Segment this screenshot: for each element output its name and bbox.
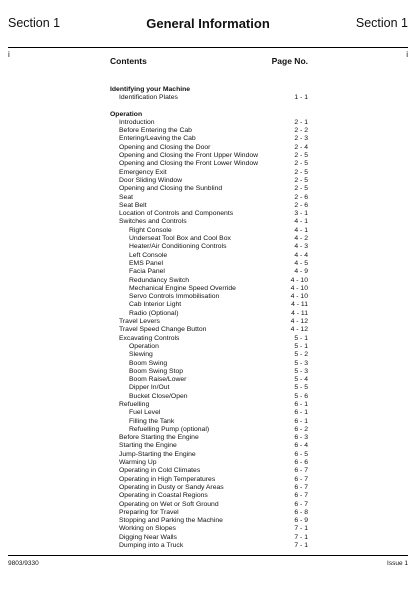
- header-section-right: Section 1: [355, 16, 408, 30]
- toc-entry: [110, 194, 308, 202]
- toc-entry-title: Opening and Closing the Sunblind: [119, 185, 223, 193]
- toc-entry-page: 7 - 1: [294, 533, 308, 541]
- toc-entry: [110, 310, 308, 318]
- toc-entry: [110, 393, 308, 401]
- toc-entry-page: 7 - 1: [294, 542, 308, 550]
- toc-entry: [110, 127, 308, 135]
- toc-entry-page: 4 - 2: [294, 235, 308, 243]
- toc-entry-title: Operating in High Temperatures: [119, 475, 216, 483]
- toc-entry-title: Warming Up: [119, 459, 157, 467]
- toc-entry-page: 2 - 3: [294, 135, 308, 143]
- toc-entry-title: Fuel Level: [129, 409, 161, 417]
- toc-entry-page: 6 - 4: [294, 442, 308, 450]
- footer-doc-number: 9803/9330: [8, 560, 39, 567]
- toc-entry-title: Boom Swing: [129, 359, 168, 367]
- toc-entry-title: Refuelling Pump (optional): [129, 425, 210, 433]
- toc-entry-title: Mechanical Engine Speed Override: [129, 284, 236, 292]
- toc-entry-page: 6 - 8: [294, 508, 308, 516]
- toc-entry: [110, 160, 308, 168]
- toc-entry: [110, 501, 308, 509]
- toc-entry-page: 2 - 5: [294, 176, 308, 184]
- toc-entry-title: Location of Controls and Components: [119, 210, 234, 218]
- toc-entry: [110, 426, 308, 434]
- toc-section-title: Operation: [110, 110, 143, 118]
- toc-entry-title: Before Starting the Engine: [119, 434, 199, 442]
- toc-entry-page: 7 - 1: [294, 525, 308, 533]
- footer-issue: Issue 1: [387, 560, 408, 567]
- toc-entry-page: 4 - 10: [290, 276, 308, 284]
- toc-entry-page: 3 - 1: [294, 210, 308, 218]
- toc-entry: [110, 409, 308, 417]
- toc-heading: [110, 56, 308, 70]
- toc-entry-page: 4 - 10: [290, 284, 308, 292]
- toc-entry-page: 6 - 1: [294, 400, 308, 408]
- toc-entry-title: Heater/Air Conditioning Controls: [129, 243, 227, 251]
- toc-entry: [110, 202, 308, 210]
- toc-entry-title: Operating in Coastal Regions: [119, 492, 208, 500]
- footer-rule: [8, 555, 408, 556]
- toc-body: [110, 86, 308, 550]
- toc-entry-title: Stopping and Parking the Machine: [119, 517, 223, 525]
- toc-entry: [110, 542, 308, 550]
- toc-entry-page: 6 - 7: [294, 483, 308, 491]
- toc-entry: [110, 401, 308, 409]
- toc-entry-page: 5 - 3: [294, 367, 308, 375]
- toc-entry-title: Working on Slopes: [119, 525, 176, 533]
- toc-entry-title: Cab Interior Light: [129, 301, 182, 309]
- toc-section: [110, 86, 308, 103]
- toc-entry-title: Jump-Starting the Engine: [119, 450, 196, 458]
- toc-entry-title: Operating in Cold Climates: [119, 467, 201, 475]
- toc-entry: [110, 451, 308, 459]
- toc-entry-title: Opening and Closing the Front Upper Window: [119, 152, 259, 160]
- toc-entry-title: Filling the Tank: [129, 417, 175, 425]
- toc-entry: [110, 459, 308, 467]
- toc-entry-page: 6 - 5: [294, 450, 308, 458]
- header-rule: [8, 47, 408, 48]
- toc-entry-page: 4 - 10: [290, 293, 308, 301]
- toc-entry: [110, 119, 308, 127]
- toc-entry: [110, 484, 308, 492]
- header-title: General Information: [146, 16, 270, 31]
- contents-label: Contents: [110, 56, 147, 66]
- toc-entry-page: 6 - 7: [294, 467, 308, 475]
- toc-entry: [110, 252, 308, 260]
- page-header: [0, 16, 416, 59]
- toc-entry-page: 4 - 9: [294, 268, 308, 276]
- toc-entry-page: 2 - 6: [294, 201, 308, 209]
- toc-entry: [110, 218, 308, 226]
- toc-entry-page: 4 - 1: [294, 218, 308, 226]
- toc-entry-page: 2 - 5: [294, 185, 308, 193]
- toc-entry-page: 6 - 7: [294, 492, 308, 500]
- toc-entry: [110, 285, 308, 293]
- toc-entry-title: Starting the Engine: [119, 442, 177, 450]
- toc-entry-title: Servo Controls Immobilisation: [129, 293, 220, 301]
- toc-entry-title: Facia Panel: [129, 268, 165, 276]
- toc-entry: [110, 534, 308, 542]
- toc-entry-page: 2 - 5: [294, 160, 308, 168]
- toc-entry-title: Operation: [129, 342, 159, 350]
- toc-entry: [110, 210, 308, 218]
- toc-entry-page: 5 - 6: [294, 392, 308, 400]
- toc-entry: [110, 243, 308, 251]
- toc-entry: [110, 169, 308, 177]
- toc-entry: [110, 144, 308, 152]
- toc-entry-title: Digging Near Walls: [119, 533, 177, 541]
- toc-entry-title: Travel Levers: [119, 318, 160, 326]
- toc-entry-title: Introduction: [119, 118, 155, 126]
- toc-entry-page: 5 - 4: [294, 376, 308, 384]
- toc-entry: [110, 418, 308, 426]
- toc-entry-title: Bucket Close/Open: [129, 392, 188, 400]
- toc-entry-title: Opening and Closing the Front Lower Window: [119, 160, 259, 168]
- toc-entry-page: 2 - 6: [294, 193, 308, 201]
- toc-entry: [110, 301, 308, 309]
- toc-entry-title: Emergency Exit: [119, 168, 167, 176]
- toc-entry: [110, 343, 308, 351]
- toc-entry-page: 6 - 1: [294, 409, 308, 417]
- toc-entry-page: 2 - 2: [294, 127, 308, 135]
- toc-section: [110, 111, 308, 551]
- toc-entry-page: 4 - 1: [294, 226, 308, 234]
- toc-entry-title: EMS Panel: [129, 259, 164, 267]
- toc-entry: [110, 277, 308, 285]
- toc-entry: [110, 177, 308, 185]
- toc-entry-page: 2 - 5: [294, 152, 308, 160]
- toc-entry-page: 6 - 2: [294, 425, 308, 433]
- toc-entry-title: Door Sliding Window: [119, 176, 183, 184]
- toc-entry: [110, 326, 308, 334]
- toc-entry: [110, 360, 308, 368]
- toc-entry-title: Underseat Tool Box and Cool Box: [129, 235, 231, 243]
- toc-entry: [110, 525, 308, 533]
- toc-entry-page: 4 - 3: [294, 243, 308, 251]
- toc-entry: [110, 268, 308, 276]
- toc-entry: [110, 509, 308, 517]
- toc-entry-page: 2 - 1: [294, 118, 308, 126]
- toc-entry-title: Slewing: [129, 351, 153, 359]
- header-page-left: i: [8, 50, 10, 59]
- toc-entry: [110, 94, 308, 102]
- toc-entry-title: Dumping into a Truck: [119, 542, 184, 550]
- toc-entry-title: Boom Swing Stop: [129, 367, 184, 375]
- toc-section-title: Identifying your Machine: [110, 86, 191, 93]
- toc-entry: [110, 318, 308, 326]
- toc-entry-title: Preparing for Travel: [119, 508, 179, 516]
- toc-entry-title: Entering/Leaving the Cab: [119, 135, 196, 143]
- toc-entry-page: 6 - 9: [294, 517, 308, 525]
- toc-entry: [110, 434, 308, 442]
- toc-entry: [110, 152, 308, 160]
- toc-entry-title: Right Console: [129, 226, 172, 234]
- toc-entry: [110, 384, 308, 392]
- toc-entry: [110, 517, 308, 525]
- toc-entry: [110, 467, 308, 475]
- toc-entry-page: 1 - 1: [294, 94, 308, 102]
- toc-entry-title: Boom Raise/Lower: [129, 376, 187, 384]
- toc-entry-page: 6 - 7: [294, 475, 308, 483]
- toc-entry-title: Opening and Closing the Door: [119, 143, 211, 151]
- table-of-contents: [110, 56, 308, 558]
- toc-entry-page: 4 - 12: [290, 318, 308, 326]
- toc-entry-title: Dipper In/Out: [129, 384, 170, 392]
- toc-entry-title: Left Console: [129, 251, 168, 259]
- toc-entry: [110, 368, 308, 376]
- header-section-left: Section 1: [8, 16, 61, 30]
- toc-entry-title: Before Entering the Cab: [119, 127, 192, 135]
- toc-entry-page: 6 - 6: [294, 459, 308, 467]
- toc-entry-title: Switches and Controls: [119, 218, 187, 226]
- toc-entry: [110, 185, 308, 193]
- toc-entry-page: 4 - 4: [294, 251, 308, 259]
- toc-entry: [110, 476, 308, 484]
- toc-entry-title: Redundancy Switch: [129, 276, 190, 284]
- toc-entry: [110, 227, 308, 235]
- toc-entry-title: Seat Belt: [119, 201, 147, 209]
- toc-entry-page: 6 - 1: [294, 417, 308, 425]
- toc-entry-title: Travel Speed Change Button: [119, 326, 207, 334]
- toc-entry-page: 5 - 1: [294, 334, 308, 342]
- toc-entry-page: 2 - 5: [294, 168, 308, 176]
- toc-entry-title: Seat: [119, 193, 133, 201]
- toc-entry-page: 2 - 4: [294, 143, 308, 151]
- toc-entry-title: Operating on Wet or Soft Ground: [119, 500, 219, 508]
- toc-entry-page: 4 - 11: [291, 309, 308, 317]
- toc-entry: [110, 442, 308, 450]
- toc-entry-page: 6 - 3: [294, 434, 308, 442]
- page-no-label: Page No.: [271, 56, 308, 66]
- toc-entry-page: 4 - 5: [294, 259, 308, 267]
- toc-entry: [110, 492, 308, 500]
- toc-entry-page: 4 - 11: [291, 301, 308, 309]
- toc-entry: [110, 293, 308, 301]
- toc-entry: [110, 351, 308, 359]
- toc-entry: [110, 376, 308, 384]
- toc-entry-page: 5 - 5: [294, 384, 308, 392]
- toc-entry-title: Operating in Dusty or Sandy Areas: [119, 483, 224, 491]
- toc-entry-page: 5 - 3: [294, 359, 308, 367]
- toc-entry: [110, 260, 308, 268]
- toc-entry-page: 4 - 12: [290, 326, 308, 334]
- toc-entry: [110, 135, 308, 143]
- toc-entry-title: Radio (Optional): [129, 309, 179, 317]
- toc-entry-title: Identification Plates: [119, 94, 178, 102]
- toc-entry-page: 6 - 7: [294, 500, 308, 508]
- toc-entry-title: Refuelling: [119, 400, 150, 408]
- toc-entry: [110, 235, 308, 243]
- toc-entry-title: Excavating Controls: [119, 334, 180, 342]
- header-page-right: i: [406, 50, 408, 59]
- toc-entry: [110, 335, 308, 343]
- toc-entry-page: 5 - 2: [294, 351, 308, 359]
- toc-entry-page: 5 - 1: [294, 342, 308, 350]
